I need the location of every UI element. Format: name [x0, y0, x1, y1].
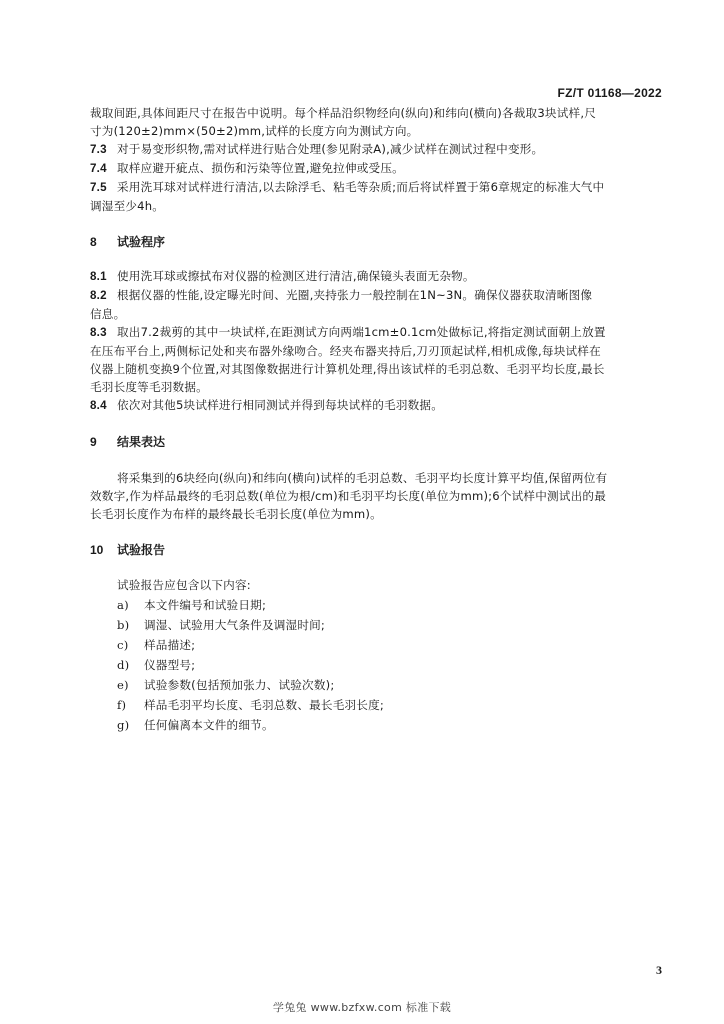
- clause-text: 依次对其他5块试样进行相同测试并得到每块试样的毛羽数据。: [117, 398, 444, 412]
- page-content: [90, 104, 664, 735]
- section-10-heading: [90, 541, 664, 559]
- section-8-heading: [90, 233, 664, 251]
- paragraph-line: 调湿至少4h。: [90, 199, 165, 213]
- list-label: b): [117, 618, 130, 632]
- list-item: [90, 715, 664, 735]
- clause-text: 采用洗耳球对试样进行清洁,以去除浮毛、粘毛等杂质;而后将试样置于第6章规定的标准大气中: [117, 180, 605, 194]
- list-label: g): [117, 718, 130, 732]
- clause-text: 对于易变形织物,需对试样进行贴合处理(参见附录A),减少试样在测试过程中变形。: [117, 142, 544, 156]
- list-text: 本文件编号和试验日期;: [144, 598, 267, 612]
- list-label: a): [117, 598, 129, 612]
- report-intro: 试验报告应包含以下内容:: [117, 578, 251, 592]
- section-title: 试验报告: [117, 543, 166, 557]
- paragraph-line: 长毛羽长度作为布样的最终最长毛羽长度(单位为mm)。: [90, 507, 382, 521]
- standard-code: FZ/T 01168—2022: [557, 86, 662, 100]
- section-number: 9: [90, 435, 97, 449]
- clause-8-4: [90, 396, 664, 415]
- clause-number: 7.4: [90, 162, 107, 175]
- clause-7-5: [90, 178, 664, 197]
- clause-number: 8.3: [90, 326, 107, 339]
- list-text: 调湿、试验用大气条件及调湿时间;: [144, 618, 326, 632]
- paragraph-line: 效数字,作为样品最终的毛羽总数(单位为根/cm)和毛羽平均长度(单位为mm);6个试样中测试出的最: [90, 489, 606, 503]
- section-9-heading: [90, 433, 664, 451]
- paragraph-line: 寸为(120±2)mm×(50±2)mm,试样的长度方向为测试方向。: [90, 124, 419, 138]
- list-label: c): [117, 638, 129, 652]
- section-number: 10: [90, 543, 104, 557]
- list-text: 仪器型号;: [144, 658, 196, 672]
- clause-text: 使用洗耳球或擦拭布对仪器的检测区进行清洁,确保镜头表面无杂物。: [117, 269, 475, 283]
- clause-text: 取样应避开疵点、损伤和污染等位置,避免拉伸或受压。: [117, 161, 404, 175]
- list-text: 任何偏离本文件的细节。: [144, 718, 274, 732]
- clause-number: 7.5: [90, 181, 107, 194]
- clause-number: 8.2: [90, 289, 107, 302]
- clause-text: 取出7.2裁剪的其中一块试样,在距测试方向两端1cm±0.1cm处做标记,将指定测试面朝上放置: [117, 325, 606, 339]
- clause-7-3: [90, 140, 664, 159]
- paragraph-line: 毛羽长度等毛羽数据。: [90, 380, 208, 394]
- section-title: 试验程序: [117, 235, 166, 249]
- clause-8-1: [90, 267, 664, 286]
- list-item: [90, 635, 664, 655]
- section-title: 结果表达: [117, 435, 166, 449]
- clause-number: 7.3: [90, 143, 107, 156]
- list-item: [90, 655, 664, 675]
- clause-8-2: [90, 286, 664, 305]
- list-item: [90, 615, 664, 635]
- paragraph-line: 在压布平台上,两侧标记处和夹布器外缘吻合。经夹布器夹持后,刀刃顶起试样,相机成像,每块试样在: [90, 344, 601, 358]
- list-text: 样品描述;: [144, 638, 196, 652]
- footer-watermark: 学兔兔 www.bzfxw.com 标准下载: [272, 1001, 452, 1014]
- list-label: e): [117, 678, 129, 692]
- section-number: 8: [90, 235, 97, 249]
- list-item: [90, 595, 664, 615]
- paragraph-line: 将采集到的6块经向(纵向)和纬向(横向)试样的毛羽总数、毛羽平均长度计算平均值,保留两位有: [117, 471, 608, 485]
- clause-number: 8.4: [90, 399, 107, 412]
- list-label: d): [117, 658, 130, 672]
- clause-7-4: [90, 159, 664, 178]
- clause-8-3: [90, 323, 664, 342]
- paragraph-line: 仪器上随机变换9个位置,对其图像数据进行计算机处理,得出该试样的毛羽总数、毛羽平均长度,最长: [90, 362, 605, 376]
- list-item: [90, 675, 664, 695]
- clause-number: 8.1: [90, 270, 107, 283]
- page-number: 3: [656, 963, 662, 977]
- list-item: [90, 695, 664, 715]
- paragraph-line: 裁取间距,具体间距尺寸在报告中说明。每个样品沿织物经向(纵向)和纬向(横向)各裁取3块试样,尺: [90, 106, 596, 120]
- paragraph-line: 信息。: [90, 307, 126, 321]
- list-label: f): [117, 698, 127, 712]
- clause-text: 根据仪器的性能,设定曝光时间、光圈,夹持张力一般控制在1N~3N。确保仪器获取清晰图像: [117, 288, 593, 302]
- list-text: 试验参数(包括预加张力、试验次数);: [144, 678, 335, 692]
- list-text: 样品毛羽平均长度、毛羽总数、最长毛羽长度;: [144, 698, 384, 712]
